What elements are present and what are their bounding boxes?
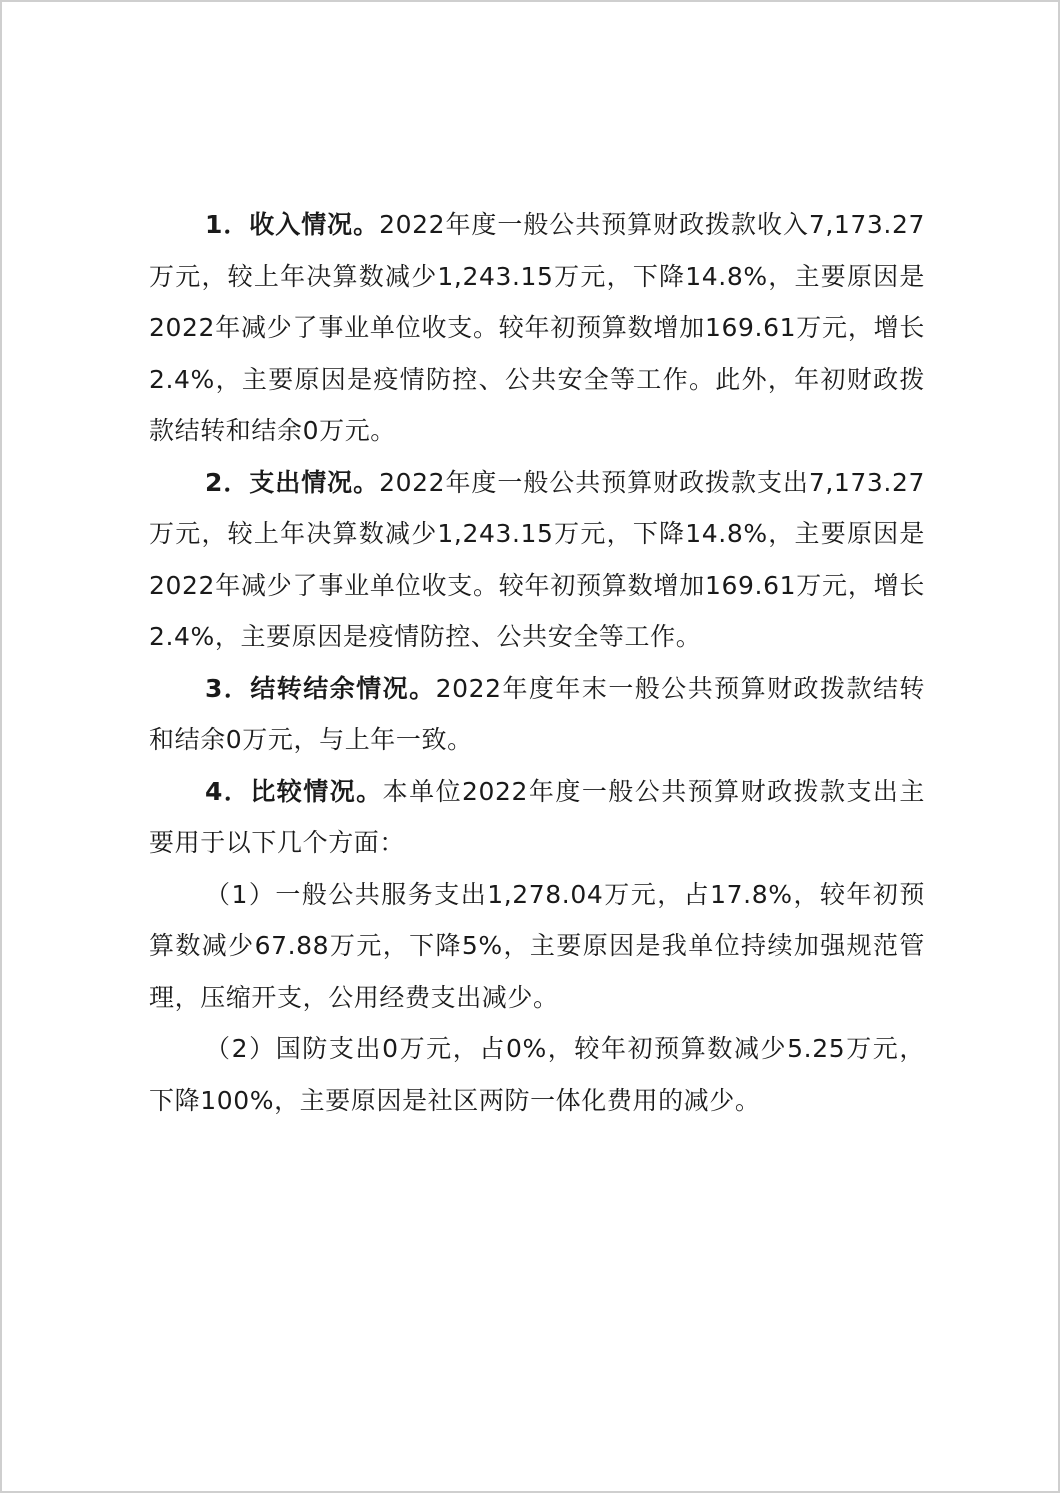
text-carryover: 2022年度年末一般公共预算财政拨款结转和结余0万元，与上年一致。: [149, 673, 926, 754]
item-national-defense: （2）国防支出0万元，占0%，较年初预算数减少5.25万元，下降100%，主要原因是社区两防一体化费用的减少。: [149, 1034, 925, 1115]
text-income: 2022年度一般公共预算财政拨款收入7,173.27万元，较上年决算数减少1,243.15万元，下降14.8%，主要原因是2022年减少了事业单位收支。较年初预算数增加169.61万元，增长2.4%，主要原因是疫情防控、公共安全等工作。此外，年初财政拨款结转和结余0万元。: [149, 210, 925, 445]
text-comparison: 本单位2022年度一般公共预算财政拨款支出主要用于以下几个方面：: [149, 776, 925, 857]
heading-income: 1．收入情况。: [205, 210, 380, 239]
heading-carryover: 3．结转结余情况。: [205, 673, 436, 703]
paragraph-expenditure: [149, 457, 925, 663]
document-body: [149, 199, 925, 1126]
text-expenditure: 2022年度一般公共预算财政拨款支出7,173.27万元，较上年决算数减少1,243.15万元，下降14.8%，主要原因是2022年减少了事业单位收支。较年初预算数增加169.61万元，增长2.4%，主要原因是疫情防控、公共安全等工作。: [149, 467, 925, 651]
paragraph-comparison: [149, 766, 925, 869]
heading-comparison: 4．比较情况。: [205, 776, 383, 806]
paragraph-income: [149, 199, 925, 457]
heading-expenditure: 2．支出情况。: [205, 467, 380, 497]
paragraph-carryover: [149, 663, 925, 766]
item-general-public-services: （1）一般公共服务支出1,278.04万元，占17.8%，较年初预算数减少67.88万元，下降5%，主要原因是我单位持续加强规范管理，压缩开支，公用经费支出减少。: [149, 879, 925, 1012]
